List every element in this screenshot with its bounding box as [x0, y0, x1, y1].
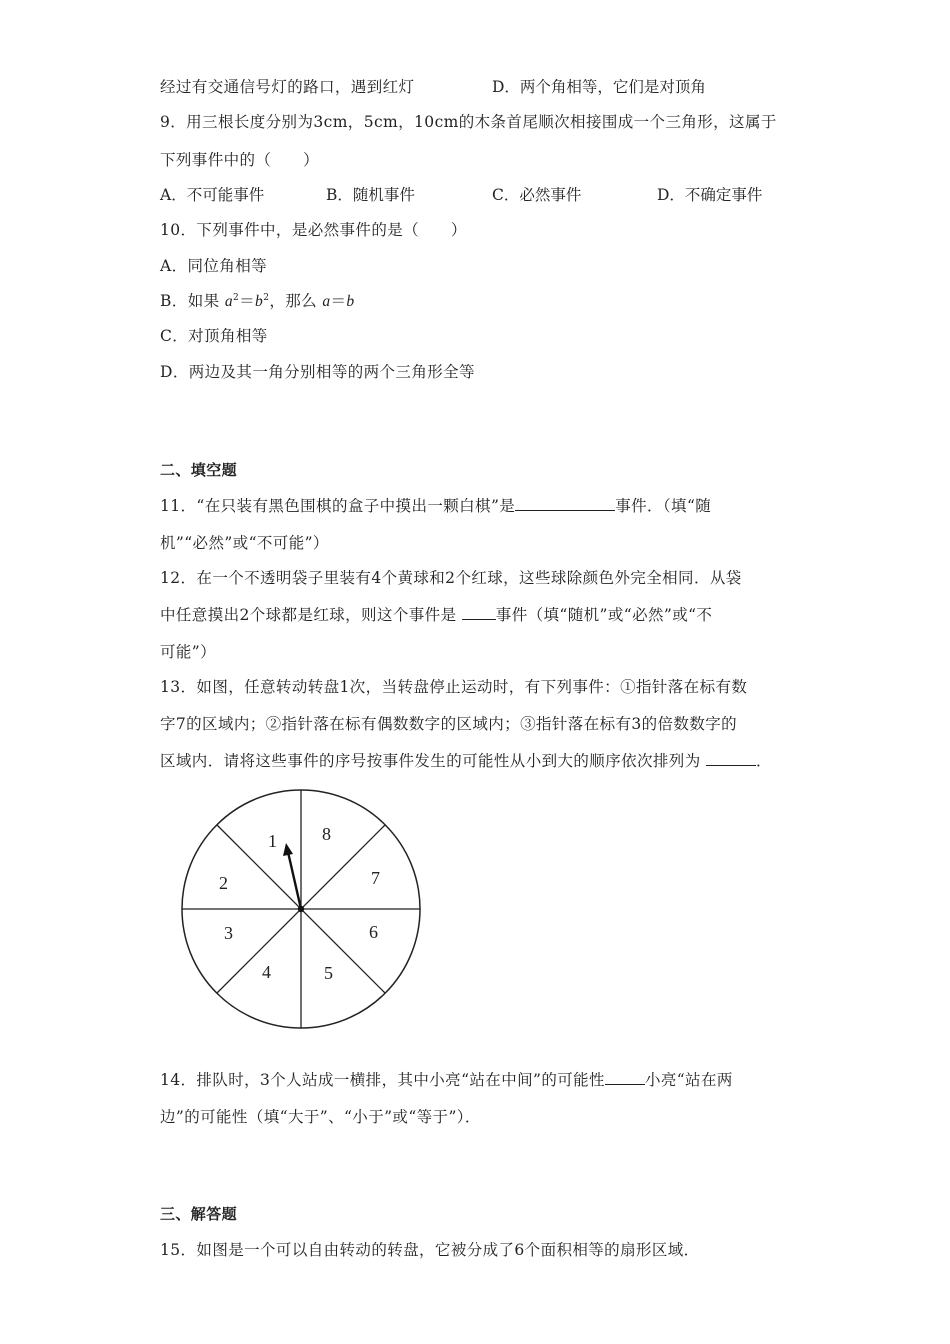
sector-label-4: 4 — [262, 962, 271, 982]
var-b: b — [346, 293, 355, 310]
answer-blank[interactable] — [605, 1070, 645, 1085]
q10-option-a: A．同位角相等 — [160, 257, 267, 275]
sector-label-2: 2 — [219, 873, 228, 893]
q9-option-a: A．不可能事件 — [160, 186, 265, 204]
q10-b-prefix: B．如果 — [160, 292, 225, 310]
exponent: 2 — [232, 293, 240, 303]
q12-text-b: 事件（填“随机”或“必然”或“不 — [495, 606, 713, 624]
q9-option-d: D．不确定事件 — [657, 186, 763, 204]
pointer-needle — [288, 852, 301, 909]
section-heading-solve: 三、解答题 — [160, 1205, 238, 1223]
q11-text-b: 事件．（填“随 — [615, 497, 712, 515]
q10-option-b — [160, 289, 355, 311]
equals: ＝ — [330, 292, 347, 310]
q14-line1 — [160, 1068, 733, 1090]
q11-line2: 机”“必然”或“不可能”） — [160, 534, 329, 552]
text-line: 经过有交通信号灯的路口，遇到红灯 — [160, 78, 415, 96]
sector-label-3: 3 — [224, 923, 233, 943]
spinner-center-dot — [298, 906, 304, 912]
equals: ＝ — [239, 292, 256, 310]
q11-line1 — [160, 494, 711, 516]
sector-label-8: 8 — [322, 824, 331, 844]
q9-option-c: C．必然事件 — [492, 186, 582, 204]
answer-blank[interactable] — [706, 751, 756, 766]
sector-label-1: 1 — [268, 831, 277, 851]
spinner-figure — [170, 780, 434, 1044]
sector-label-7: 7 — [371, 868, 380, 888]
q14-text-a: 14．排队时，3个人站成一横排，其中小亮“站在中间”的可能性 — [160, 1071, 605, 1089]
q11-text-a: 11．“在只装有黑色围棋的盒子中摸出一颗白棋”是 — [160, 497, 516, 515]
var-a: a — [224, 293, 233, 310]
q14-line2: 边”的可能性（填“大于”、“小于”或“等于”）． — [160, 1108, 481, 1126]
exponent: 2 — [263, 293, 270, 303]
q13-text-b: ． — [755, 752, 772, 770]
q12-line3: 可能”） — [160, 643, 217, 661]
option-d-prev: D．两个角相等，它们是对顶角 — [492, 78, 706, 96]
q12-line1: 12．在一个不透明袋子里装有4个黄球和2个红球，这些球除颜色外完全相同．从袋 — [160, 569, 742, 587]
answer-blank[interactable] — [515, 496, 615, 511]
q9-option-b: B．随机事件 — [326, 186, 415, 204]
q14-text-b: 小亮“站在两 — [644, 1071, 733, 1089]
q9-stem-line1: 9．用三根长度分别为3cm，5cm，10cm的木条首尾顺次相接围成一个三角形，这属于 — [160, 113, 777, 131]
q9-stem-line2: 下列事件中的（ ） — [160, 151, 320, 169]
q13-line2: 字7的区域内；②指针落在标有偶数数字的区域内；③指针落在标有3的倍数数字的 — [160, 715, 738, 733]
var-a: a — [322, 293, 331, 310]
q13-line1: 13．如图，任意转动转盘1次，当转盘停止运动时，有下列事件：①指针落在标有数 — [160, 678, 748, 696]
sector-label-6: 6 — [369, 922, 378, 942]
pointer-arrowhead — [283, 843, 293, 856]
q10-stem: 10．下列事件中，是必然事件的是（ ） — [160, 221, 467, 239]
section-heading-fill-in: 二、填空题 — [160, 461, 238, 479]
answer-blank[interactable] — [462, 605, 496, 620]
q10-option-d: D．两边及其一角分别相等的两个三角形全等 — [160, 363, 475, 381]
var-b: b — [255, 293, 264, 310]
q10-option-c: C．对顶角相等 — [160, 327, 268, 345]
q12-line2 — [160, 603, 712, 625]
q10-b-mid: ，那么 — [269, 292, 323, 310]
q12-text-a: 中任意摸出2个球都是红球，则这个事件是 — [160, 606, 462, 624]
q13-line3 — [160, 749, 772, 771]
q15-stem: 15．如图是一个可以自由转动的转盘，它被分成了6个面积相等的扇形区域． — [160, 1241, 700, 1259]
sector-label-5: 5 — [324, 963, 333, 983]
q13-text-a: 区域内．请将这些事件的序号按事件发生的可能性从小到大的顺序依次排列为 — [160, 752, 706, 770]
